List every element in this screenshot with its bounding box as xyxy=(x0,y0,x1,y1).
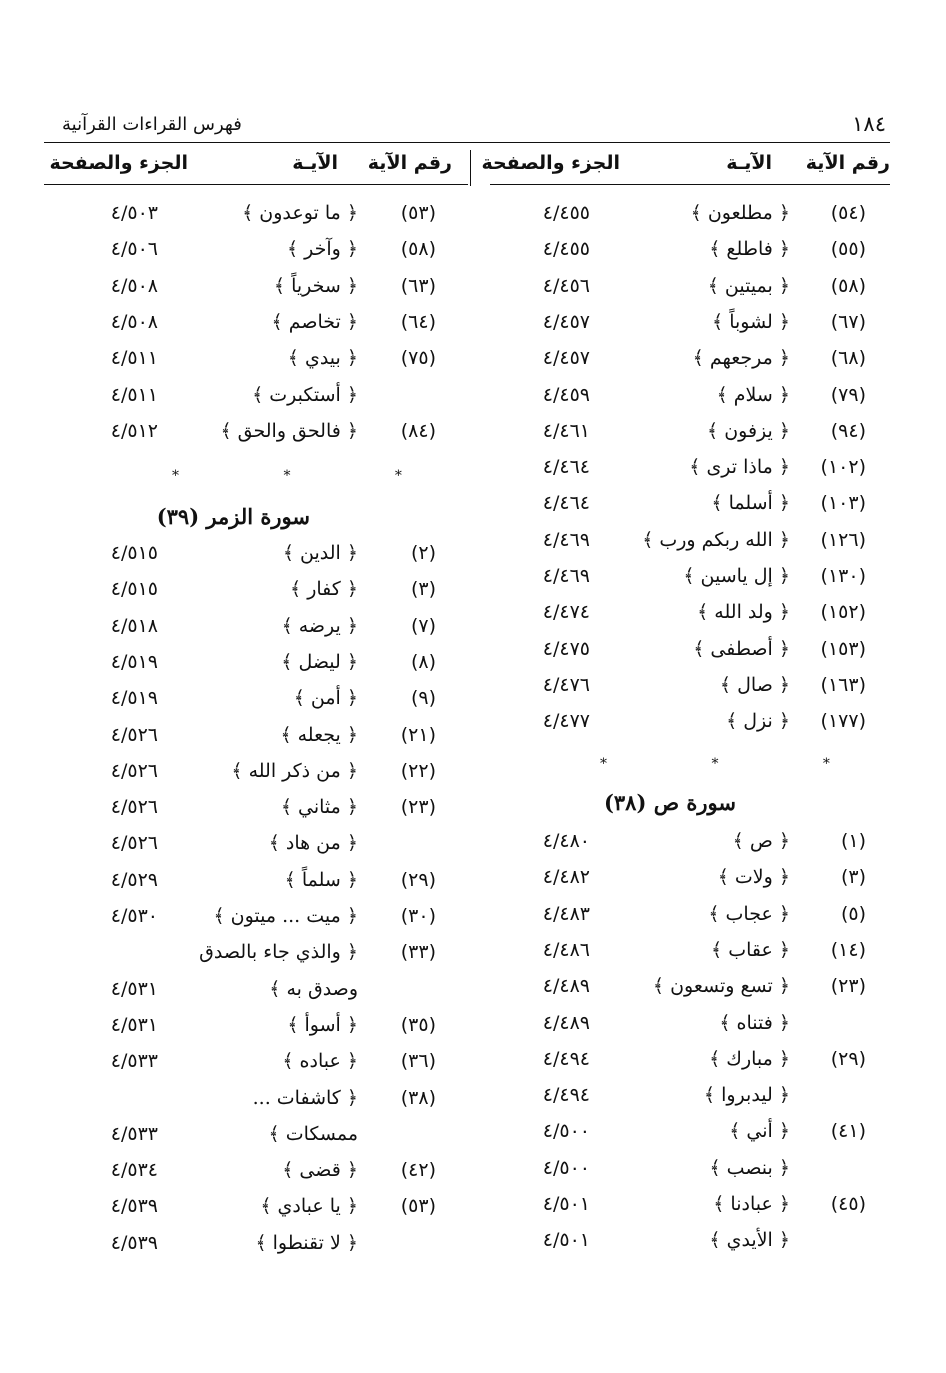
volume-page: ٤/٥٠١ xyxy=(542,1193,590,1215)
verse-text: ﴿ بنصب ﴾ xyxy=(709,1156,790,1179)
verse-number: (٩) xyxy=(410,687,436,710)
index-row xyxy=(490,899,890,935)
verse-number: (١٤) xyxy=(830,938,866,961)
page-number: ١٨٤ xyxy=(852,112,886,136)
verse-text: ﴿ مرجعهم ﴾ xyxy=(692,347,790,370)
verse-number: (٣) xyxy=(410,578,436,601)
index-row xyxy=(44,1191,468,1227)
volume-page: ٤/٤٨٦ xyxy=(542,938,590,961)
section-divider-stars: * * * xyxy=(172,468,452,484)
verse-number: (٥) xyxy=(840,902,866,925)
verse-text: ﴿ ميت ... ميتون ﴾ xyxy=(213,905,358,927)
volume-page: ٤/٥٢٦ xyxy=(110,832,158,855)
index-row xyxy=(490,826,890,862)
index-row xyxy=(44,343,468,379)
volume-page: ٤/٤٧٥ xyxy=(542,637,590,660)
volume-page: ٤/٥١٥ xyxy=(110,578,158,601)
verse-number: (١٥٣) xyxy=(820,637,866,660)
verse-text: ﴿ يا عبادي ﴾ xyxy=(260,1195,358,1218)
index-row xyxy=(44,611,468,647)
volume-page: ٤/٤٩٤ xyxy=(542,1047,590,1070)
verse-text: ﴿ أسلما ﴾ xyxy=(711,492,790,515)
verse-text: ﴿ مثاني ﴾ xyxy=(280,796,358,819)
verse-number: (٢٢) xyxy=(400,759,436,782)
index-row xyxy=(44,792,468,828)
volume-page: ٤/٥٠٨ xyxy=(110,310,158,333)
index-row xyxy=(490,198,890,234)
volume-page: ٤/٤٥٦ xyxy=(542,274,590,297)
verse-number: (٤٢) xyxy=(400,1159,436,1182)
verse-text: ﴿ الأيدي ﴾ xyxy=(709,1229,790,1252)
volume-page: ٤/٥٠٨ xyxy=(110,274,158,297)
verse-text: ﴿ بيدي ﴾ xyxy=(287,347,358,370)
volume-page: ٤/٥٣٤ xyxy=(110,1159,158,1182)
verse-text: ﴿ فتناه ﴾ xyxy=(719,1011,790,1034)
verse-text: ﴿ لشوباً ﴾ xyxy=(712,310,790,333)
verse-text: ﴿ أني ﴾ xyxy=(729,1120,790,1143)
verse-text: ﴿ مبارك ﴾ xyxy=(709,1047,790,1070)
verse-text: ﴿ ولات ﴾ xyxy=(717,866,790,889)
left-column-header xyxy=(44,150,468,185)
verse-text: ﴿ أصطفى ﴾ xyxy=(693,637,790,660)
verse-number: (١) xyxy=(840,830,866,852)
verse-number: (٣٣) xyxy=(400,941,436,964)
verse-number: (٥٨) xyxy=(400,238,436,261)
verse-text: ﴿ ولد الله ﴾ xyxy=(697,601,790,624)
index-row xyxy=(490,234,890,270)
verse-text: ﴿ لا تقنطوا ﴾ xyxy=(255,1231,358,1254)
verse-number: (٥٣) xyxy=(400,202,436,224)
index-row xyxy=(44,307,468,343)
verse-text: ﴿ مطلعون ﴾ xyxy=(690,202,790,224)
volume-page: ٤/٤٧٧ xyxy=(542,710,590,733)
volume-page: ٤/٥٠٦ xyxy=(110,238,158,261)
verse-number: (١٣٠) xyxy=(820,565,866,587)
volume-page: ٤/٤٧٤ xyxy=(542,601,590,624)
verse-number: (١٦٣) xyxy=(820,673,866,696)
verse-number: (٢١) xyxy=(400,723,436,746)
verse-number: (٦٤) xyxy=(400,310,436,333)
volume-page: ٤/٥٢٦ xyxy=(110,723,158,746)
verse-text: ﴿ ماذا ترى ﴾ xyxy=(689,456,790,479)
volume-page: ٤/٥١٨ xyxy=(110,614,158,637)
header-verse-number: رقم الآية xyxy=(367,152,452,174)
volume-page: ٤/٥٠٠ xyxy=(542,1120,590,1143)
index-row xyxy=(44,198,468,234)
verse-number: (٩٤) xyxy=(830,419,866,442)
index-row xyxy=(44,1083,468,1119)
verse-number: (٢) xyxy=(410,542,436,564)
index-row xyxy=(490,706,890,742)
verse-number: (٥٥) xyxy=(830,238,866,261)
index-row xyxy=(490,1116,890,1152)
verse-text: ﴿ الله ربكم ورب ﴾ xyxy=(642,528,790,551)
index-row xyxy=(44,865,468,901)
volume-page: ٤/٥١٢ xyxy=(110,419,158,442)
index-row xyxy=(490,1044,890,1080)
verse-text: ﴿ صال ﴾ xyxy=(719,673,790,696)
verse-number: (٥٤) xyxy=(830,202,866,224)
verse-text: ﴿ فالحق والحق ﴾ xyxy=(220,419,358,442)
verse-text: ﴿ أمن ﴾ xyxy=(293,687,358,710)
verse-text: ﴿ سخرياً ﴾ xyxy=(273,274,358,297)
volume-page: ٤/٥١٥ xyxy=(110,542,158,564)
column-divider xyxy=(470,150,471,186)
volume-page: ٤/٤٥٥ xyxy=(542,238,590,261)
index-row xyxy=(44,1228,468,1264)
verse-text: ﴿ سلام ﴾ xyxy=(716,383,790,406)
index-row xyxy=(44,756,468,792)
verse-text: ﴿ فاطلع ﴾ xyxy=(709,238,790,261)
verse-number: (٤٥) xyxy=(830,1193,866,1215)
verse-number: (١٠٣) xyxy=(820,492,866,515)
volume-page: ٤/٤٥٧ xyxy=(542,310,590,333)
verse-number: (٢٣) xyxy=(400,796,436,819)
verse-text: ﴿ ليدبروا ﴾ xyxy=(703,1084,790,1107)
index-row xyxy=(44,538,468,574)
index-row xyxy=(44,901,468,937)
verse-number: (٦٣) xyxy=(400,274,436,297)
verse-number: (٥٨) xyxy=(830,274,866,297)
index-row xyxy=(44,828,468,864)
volume-page: ٤/٤٨٢ xyxy=(542,866,590,889)
volume-page: ٤/٤٥٧ xyxy=(542,347,590,370)
volume-page: ٤/٤٦١ xyxy=(542,419,590,442)
verse-text: ﴿ يرضه ﴾ xyxy=(281,614,358,637)
running-header xyxy=(44,108,890,143)
volume-page: ٤/٤٦٩ xyxy=(542,528,590,551)
index-row xyxy=(44,974,468,1010)
index-row xyxy=(44,574,468,610)
verse-text: ممسكات ﴾ xyxy=(268,1122,358,1145)
right-column-header xyxy=(481,150,890,185)
header-verse: الآيـة xyxy=(292,152,338,174)
volume-page: ٤/٥٣١ xyxy=(110,1013,158,1036)
index-row xyxy=(490,343,890,379)
index-row xyxy=(44,937,468,973)
index-row xyxy=(44,720,468,756)
index-row xyxy=(490,488,890,524)
volume-page: ٤/٤٦٩ xyxy=(542,565,590,587)
verse-number: (١٧٧) xyxy=(820,710,866,733)
volume-page: ٤/٥٢٩ xyxy=(110,868,158,891)
verse-number: (٣٥) xyxy=(400,1013,436,1036)
volume-page: ٤/٤٨٠ xyxy=(542,830,590,852)
index-row xyxy=(490,1080,890,1116)
volume-page: ٤/٥٣٠ xyxy=(110,905,158,927)
header-volume-page: الجزء والصفحة xyxy=(481,152,620,174)
volume-page: ٤/٤٨٣ xyxy=(542,902,590,925)
verse-text: ﴿ نزل ﴾ xyxy=(726,710,790,733)
index-row xyxy=(490,561,890,597)
verse-number: (٦٨) xyxy=(830,347,866,370)
verse-number: (١٥٢) xyxy=(820,601,866,624)
volume-page: ٤/٥٢٦ xyxy=(110,759,158,782)
volume-page: ٤/٤٥٥ xyxy=(542,202,590,224)
verse-number: (٨٤) xyxy=(400,419,436,442)
index-row xyxy=(44,1010,468,1046)
index-row xyxy=(44,1046,468,1082)
index-row xyxy=(44,234,468,270)
volume-page: ٤/٤٧٦ xyxy=(542,673,590,696)
verse-text: ﴿ إل ياسين ﴾ xyxy=(683,565,790,587)
index-row xyxy=(490,1008,890,1044)
volume-page: ٤/٥٣٣ xyxy=(110,1050,158,1073)
volume-page: ٤/٤٨٩ xyxy=(542,975,590,998)
index-row xyxy=(490,634,890,670)
index-row xyxy=(490,525,890,561)
verse-number: (٨) xyxy=(410,650,436,673)
index-row xyxy=(490,670,890,706)
volume-page: ٤/٤٥٩ xyxy=(542,383,590,406)
verse-number: (٢٣) xyxy=(830,975,866,998)
index-row xyxy=(490,935,890,971)
index-row xyxy=(44,647,468,683)
volume-page: ٤/٥٢٦ xyxy=(110,796,158,819)
verse-text: ﴿ يزفون ﴾ xyxy=(707,419,790,442)
volume-page: ٤/٥٠٠ xyxy=(542,1156,590,1179)
index-row xyxy=(44,683,468,719)
volume-page: ٤/٥٠٣ xyxy=(110,202,158,224)
volume-page: ٤/٥٣٣ xyxy=(110,1122,158,1145)
header-verse-number: رقم الآية xyxy=(805,152,890,174)
index-row xyxy=(44,271,468,307)
index-row xyxy=(44,1155,468,1191)
index-row xyxy=(490,971,890,1007)
volume-page: ٤/٥٣٩ xyxy=(110,1195,158,1218)
verse-text: ﴿ ص ﴾ xyxy=(732,830,790,852)
volume-page: ٤/٥٠١ xyxy=(542,1229,590,1252)
verse-text: ﴿ عقاب ﴾ xyxy=(711,938,790,961)
verse-text: ﴿ والذي جاء بالصدق xyxy=(199,941,358,964)
volume-page: ٤/٥٣١ xyxy=(110,977,158,1000)
verse-text: ﴿ من ذكر الله ﴾ xyxy=(231,759,358,782)
verse-text: ﴿ كفار ﴾ xyxy=(290,578,358,601)
verse-number: (٧٩) xyxy=(830,383,866,406)
verse-number: (٣٠) xyxy=(400,905,436,927)
header-volume-page: الجزء والصفحة xyxy=(49,152,188,174)
verse-text: ﴿ ما توعدون ﴾ xyxy=(242,202,358,224)
volume-page: ٤/٥٣٩ xyxy=(110,1231,158,1254)
header-verse: الآيـة xyxy=(726,152,772,174)
volume-page: ٤/٥١٩ xyxy=(110,650,158,673)
verse-number: (٥٣) xyxy=(400,1195,436,1218)
volume-page: ٤/٥١٩ xyxy=(110,687,158,710)
verse-number: (٣٦) xyxy=(400,1050,436,1073)
verse-number: (٣٨) xyxy=(400,1086,436,1109)
verse-text: ﴿ من هاد ﴾ xyxy=(268,832,358,855)
index-row xyxy=(490,452,890,488)
volume-page: ٤/٤٦٤ xyxy=(542,492,590,515)
index-row xyxy=(490,1225,890,1261)
verse-text: ﴿ بميتين ﴾ xyxy=(707,274,790,297)
verse-text: ﴿ عبادنا ﴾ xyxy=(713,1193,790,1215)
index-row xyxy=(44,380,468,416)
surah-heading: سورة ص (٣٨) xyxy=(603,790,736,815)
verse-text: ﴿ قضى ﴾ xyxy=(282,1159,358,1182)
verse-number: (١٠٢) xyxy=(820,456,866,479)
index-row xyxy=(490,416,890,452)
verse-text: وصدق به ﴾ xyxy=(269,977,358,1000)
volume-page: ٤/٥١١ xyxy=(110,347,158,370)
index-row xyxy=(490,380,890,416)
index-row xyxy=(490,1153,890,1189)
index-row xyxy=(490,1189,890,1225)
running-title: فهرس القراءات القرآنية xyxy=(62,114,242,135)
index-row xyxy=(490,862,890,898)
verse-text: ﴿ وآخر ﴾ xyxy=(286,238,358,261)
verse-number: (٢٩) xyxy=(830,1047,866,1070)
verse-number: (٧٥) xyxy=(400,347,436,370)
verse-text: ﴿ سلماً ﴾ xyxy=(284,868,358,891)
verse-number: (٦٧) xyxy=(830,310,866,333)
volume-page: ٤/٤٦٤ xyxy=(542,456,590,479)
volume-page: ٤/٥١١ xyxy=(110,383,158,406)
index-row xyxy=(44,1119,468,1155)
verse-text: ﴿ ليضل ﴾ xyxy=(281,650,358,673)
verse-number: (٧) xyxy=(410,614,436,637)
verse-text: ﴿ عجاب ﴾ xyxy=(708,902,790,925)
verse-text: ﴿ كاشفات ... xyxy=(252,1086,358,1109)
index-row xyxy=(490,307,890,343)
verse-text: ﴿ عباده ﴾ xyxy=(282,1050,358,1073)
verse-number: (٢٩) xyxy=(400,868,436,891)
index-row xyxy=(490,271,890,307)
verse-text: ﴿ تخاصم ﴾ xyxy=(271,310,358,333)
index-row xyxy=(490,597,890,633)
index-row xyxy=(44,416,468,452)
verse-number: (٣) xyxy=(840,866,866,889)
volume-page: ٤/٤٨٩ xyxy=(542,1011,590,1034)
surah-heading: سورة الزمر (٣٩) xyxy=(156,504,310,529)
verse-text: ﴿ أسوأ ﴾ xyxy=(287,1013,358,1036)
section-divider-stars: * * * xyxy=(600,756,880,772)
verse-text: ﴿ الدين ﴾ xyxy=(282,542,358,564)
volume-page: ٤/٤٩٤ xyxy=(542,1084,590,1107)
verse-text: ﴿ تسع وتسعون ﴾ xyxy=(652,975,790,998)
verse-text: ﴿ أستكبرت ﴾ xyxy=(252,383,358,406)
verse-number: (١٢٦) xyxy=(820,528,866,551)
verse-number: (٤١) xyxy=(830,1120,866,1143)
verse-text: ﴿ يجعله ﴾ xyxy=(280,723,358,746)
